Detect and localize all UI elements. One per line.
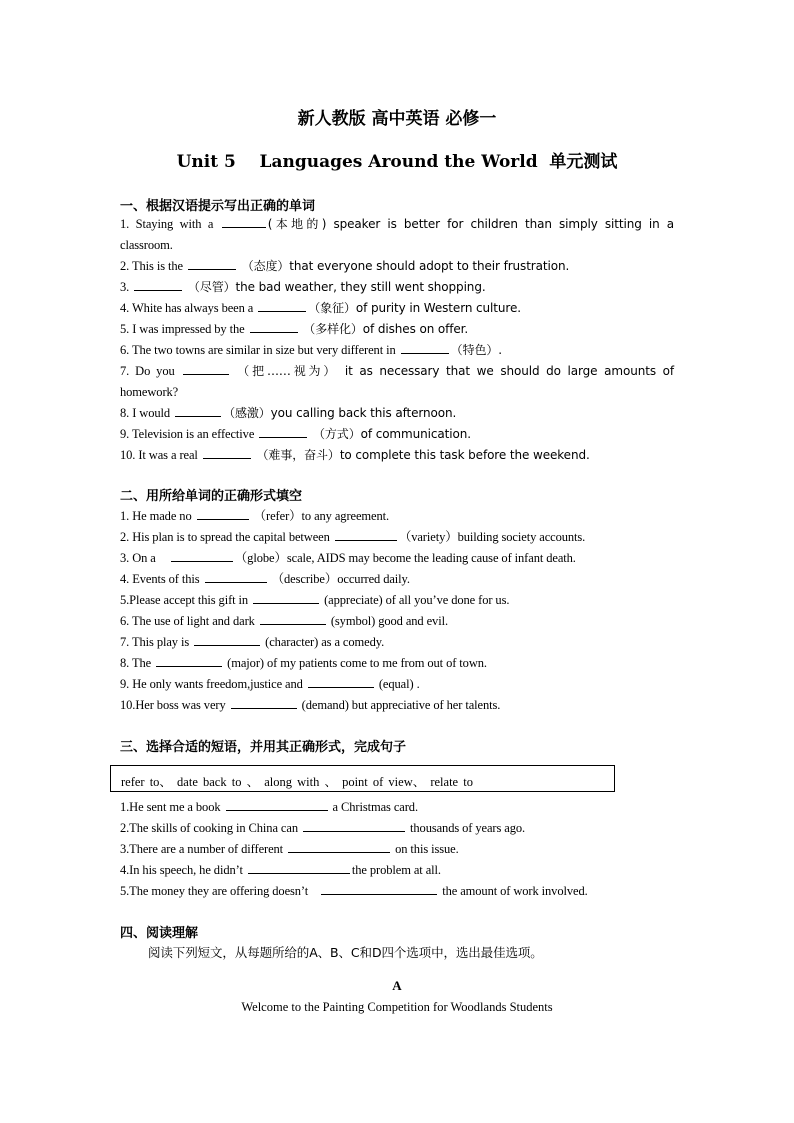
section-2-heading: 二、用所给单词的正确形式填空 <box>120 489 303 504</box>
s1-q9-text-2: （方式）of communication. <box>309 427 471 441</box>
answer-blank[interactable] <box>335 528 397 541</box>
s2-q3-text-2: （globe）scale, AIDS may become the leading cause of infant death. <box>234 551 576 565</box>
s2-question-4 <box>120 569 674 590</box>
s3-q3-text-2: on this issue. <box>392 842 459 856</box>
s2-q1-text-2: （refer）to any agreement. <box>250 509 390 523</box>
phrase-list: refer to、 date back to 、 along with 、 point of view、 relate to <box>121 775 473 789</box>
answer-blank[interactable] <box>222 215 266 228</box>
answer-blank[interactable] <box>205 570 267 583</box>
s2-q8-text-2: (major) of my patients come to me from out of town. <box>224 656 487 670</box>
answer-blank[interactable] <box>303 819 405 832</box>
answer-blank[interactable] <box>288 840 390 853</box>
section-3-heading: 三、选择合适的短语，并用其正确形式，完成句子 <box>120 740 407 755</box>
s1-q3-text-2: （尽管）the bad weather, they still went shopping. <box>184 280 486 294</box>
answer-blank[interactable] <box>259 425 307 438</box>
s1-question-3 <box>120 277 674 298</box>
s1-question-1-cont: classroom. <box>120 238 173 252</box>
s1-q2-text: 2. This is the <box>120 259 186 273</box>
s3-q5-text-2: the amount of work involved. <box>439 884 588 898</box>
s3-q3-text: 3.There are a number of different <box>120 842 287 856</box>
s3-question-5 <box>120 881 674 902</box>
s2-q3-text: 3. On a <box>120 551 159 565</box>
s2-q5-text: 5.Please accept this gift in <box>120 593 252 607</box>
s2-q4-text-2: （describe）occurred daily. <box>268 572 410 586</box>
s2-q8-text: 8. The <box>120 656 155 670</box>
answer-blank[interactable] <box>226 798 328 811</box>
s1-q10-text: 10. It was a real <box>120 448 201 462</box>
s1-q8-text-2: （感激）you calling back this afternoon. <box>223 406 457 420</box>
passage-title: Welcome to the Painting Competition for Woodlands Students <box>241 1000 553 1014</box>
passage-label: A <box>392 978 402 993</box>
s2-q10-text: 10.Her boss was very <box>120 698 229 712</box>
s2-q2-text-2: （variety）building society accounts. <box>398 530 586 544</box>
answer-blank[interactable] <box>253 591 319 604</box>
s2-q2-text: 2. His plan is to spread the capital between <box>120 530 333 544</box>
s1-question-6 <box>120 340 674 361</box>
s2-question-8 <box>120 653 674 674</box>
s2-question-3 <box>120 548 674 569</box>
s1-q6-text-2: （特色）. <box>450 343 502 357</box>
s1-q9-text: 9. Television is an effective <box>120 427 258 441</box>
s3-question-3 <box>120 839 674 860</box>
s1-q4-text-2: （象征）of purity in Western culture. <box>308 301 521 315</box>
s1-question-7 <box>120 361 674 382</box>
answer-blank[interactable] <box>260 612 326 625</box>
s1-q7-text-2: （把……视为） it as necessary that we should do large amounts of <box>230 364 674 378</box>
s1-q8-text: 8. I would <box>120 406 174 420</box>
s1-question-7-cont: homework? <box>120 385 179 399</box>
s2-q7-text-2: (character) as a comedy. <box>262 635 385 649</box>
s2-question-7 <box>120 632 674 653</box>
s2-question-1 <box>120 506 674 527</box>
s3-q1-text: 1.He sent me a book <box>120 800 224 814</box>
s1-q4-text: 4. White has always been a <box>120 301 257 315</box>
s1-q5-text-2: （多样化）of dishes on offer. <box>299 322 469 336</box>
s1-question-10 <box>120 445 674 466</box>
answer-blank[interactable] <box>308 675 374 688</box>
answer-blank[interactable] <box>156 654 222 667</box>
page-title: 新人教版 高中英语 必修一 <box>297 109 497 129</box>
s2-question-9 <box>120 674 674 695</box>
s1-question-1 <box>120 214 674 235</box>
s1-q7-text: 7. Do you <box>120 364 181 378</box>
answer-blank[interactable] <box>250 320 298 333</box>
s2-question-6 <box>120 611 674 632</box>
s2-question-2 <box>120 527 674 548</box>
s2-q9-text: 9. He only wants freedom,justice and <box>120 677 306 691</box>
page-subtitle: Unit 5 Languages Around the World 单元测试 <box>176 152 618 172</box>
s3-q2-text-2: thousands of years ago. <box>407 821 526 835</box>
s2-q9-text-2: (equal) . <box>375 677 420 691</box>
reading-instruction: 阅读下列短文，从每题所给的A、B、C和D四个选项中，选出最佳选项。 <box>148 945 543 960</box>
s1-q6-text: 6. The two towns are similar in size but very different in <box>120 343 399 357</box>
s3-q1-text-2: a Christmas card. <box>329 800 418 814</box>
s1-question-2 <box>120 256 674 277</box>
s3-q4-text: 4.In his speech, he didn’t <box>120 863 246 877</box>
s2-question-5 <box>120 590 674 611</box>
s2-q4-text: 4. Events of this <box>120 572 203 586</box>
s1-q5-text: 5. I was impressed by the <box>120 322 248 336</box>
answer-blank[interactable] <box>258 299 306 312</box>
answer-blank[interactable] <box>401 341 449 354</box>
s2-q10-text-2: (demand) but appreciative of her talents. <box>298 698 501 712</box>
answer-blank[interactable] <box>197 507 249 520</box>
s2-q1-text: 1. He made no <box>120 509 195 523</box>
s1-q2-text-2: （态度）that everyone should adopt to their frustration. <box>237 259 570 273</box>
answer-blank[interactable] <box>194 633 260 646</box>
section-4-heading: 四、阅读理解 <box>120 926 199 941</box>
answer-blank[interactable] <box>171 549 233 562</box>
answer-blank[interactable] <box>248 861 350 874</box>
s2-q7-text: 7. This play is <box>120 635 193 649</box>
answer-blank[interactable] <box>231 696 297 709</box>
s3-q5-text: 5.The money they are offering doesn’t <box>120 884 312 898</box>
s1-question-5 <box>120 319 674 340</box>
section-1-heading: 一、根据汉语提示写出正确的单词 <box>120 199 316 214</box>
s1-q3-text: 3. <box>120 280 133 294</box>
answer-blank[interactable] <box>203 446 251 459</box>
s1-q10-text-2: （难事，奋斗）to complete this task before the weekend. <box>252 448 590 462</box>
s1-q1-text-2: (本地的) speaker is better for children than simply sitting in a <box>267 217 674 231</box>
answer-blank[interactable] <box>183 362 229 375</box>
answer-blank[interactable] <box>175 404 221 417</box>
s2-q6-text: 6. The use of light and dark <box>120 614 258 628</box>
s3-question-1 <box>120 797 674 818</box>
answer-blank[interactable] <box>321 882 437 895</box>
s3-q4-text-2: the problem at all. <box>351 863 441 877</box>
s1-q1-text: 1. Staying with a <box>120 217 220 231</box>
phrase-box <box>110 765 615 792</box>
s1-question-8 <box>120 403 674 424</box>
s2-q6-text-2: (symbol) good and evil. <box>327 614 448 628</box>
s3-question-2 <box>120 818 674 839</box>
s2-question-10 <box>120 695 674 716</box>
answer-blank[interactable] <box>134 278 182 291</box>
answer-blank[interactable] <box>188 257 236 270</box>
s3-question-4 <box>120 860 674 881</box>
s2-q5-text-2: (appreciate) of all you’ve done for us. <box>321 593 510 607</box>
s3-q2-text: 2.The skills of cooking in China can <box>120 821 301 835</box>
s1-question-4 <box>120 298 674 319</box>
s1-question-9 <box>120 424 674 445</box>
